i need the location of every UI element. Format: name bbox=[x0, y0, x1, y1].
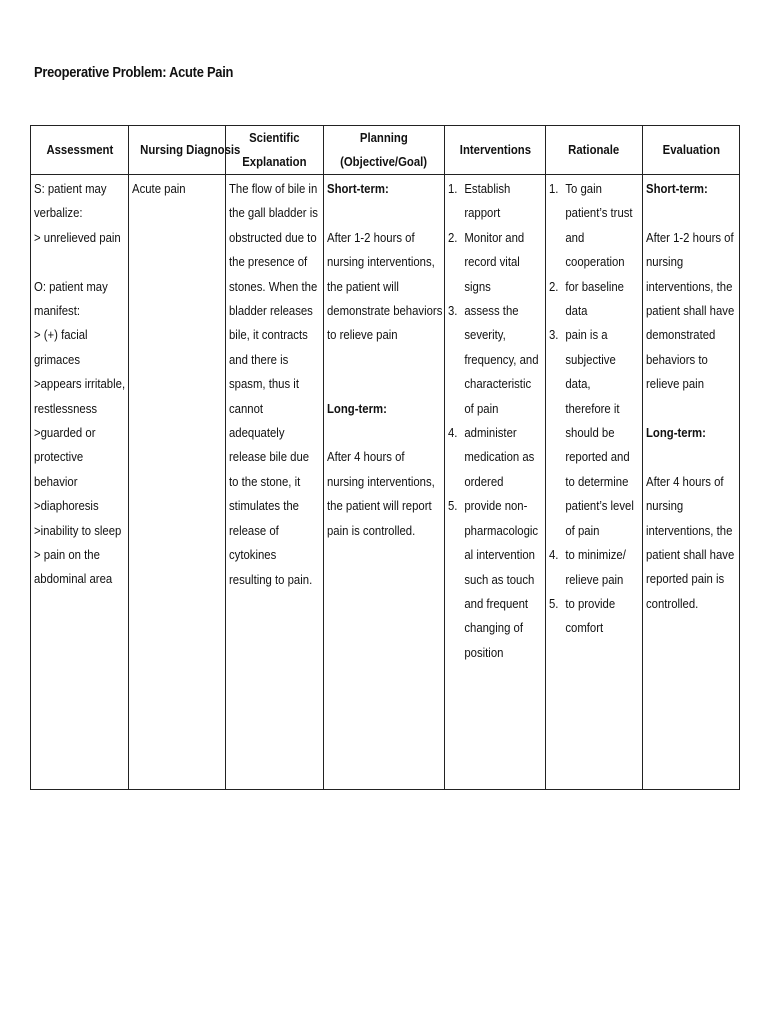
text-line: obstructed due to bbox=[229, 229, 317, 245]
text-line: pain is controlled. bbox=[327, 522, 416, 538]
text-line: the presence of bbox=[229, 254, 308, 270]
list-item-text bbox=[565, 592, 615, 641]
text-line: cytokines bbox=[229, 547, 277, 563]
table-row bbox=[31, 175, 740, 790]
list-number: 3. bbox=[549, 327, 559, 343]
list-number: 1. bbox=[549, 181, 559, 196]
text-line: O: patient may bbox=[34, 278, 108, 294]
care-plan-table bbox=[30, 125, 740, 790]
text-line: frequency, and bbox=[464, 351, 539, 367]
spacer bbox=[646, 201, 736, 225]
text-line: grimaces bbox=[34, 351, 81, 367]
list-number: 4. bbox=[549, 547, 559, 563]
text-line: ordered bbox=[464, 473, 504, 489]
text-line: cannot bbox=[229, 400, 264, 416]
diagnosis-text: Acute pain bbox=[132, 181, 186, 196]
text-line: administer bbox=[464, 425, 517, 441]
rationale-cell bbox=[546, 175, 643, 790]
text-line: restlessness bbox=[34, 400, 98, 416]
header-evaluation: Evaluation bbox=[643, 126, 740, 175]
text-line: After 4 hours of bbox=[327, 449, 405, 465]
text-line: adequately bbox=[229, 425, 285, 441]
diagnosis-cell bbox=[129, 175, 226, 790]
text-line: S: patient may bbox=[34, 181, 107, 196]
text-line: patient shall have bbox=[646, 547, 735, 563]
text-line: data, bbox=[565, 376, 591, 392]
header-row bbox=[31, 126, 740, 175]
term-label: Long-term: bbox=[646, 425, 706, 441]
text-line: such as touch bbox=[464, 571, 535, 587]
text-line: nursing bbox=[646, 498, 684, 514]
term-label: Short-term: bbox=[327, 181, 389, 196]
header-interventions: Interventions bbox=[445, 126, 546, 175]
text-line: of pain bbox=[464, 400, 499, 416]
text-line: severity, bbox=[464, 327, 506, 343]
text-line: should be bbox=[565, 425, 615, 441]
text-line: therefore it bbox=[565, 400, 620, 416]
text-line: subjective bbox=[565, 351, 616, 367]
text-line: patient shall have bbox=[646, 303, 735, 319]
text-line: behaviors to bbox=[646, 351, 708, 367]
list-item-text bbox=[565, 177, 632, 275]
text-line: the gall bladder is bbox=[229, 205, 318, 221]
text-line: release of bbox=[229, 522, 279, 538]
assessment-cell bbox=[31, 175, 129, 790]
text-line: patient’s trust bbox=[565, 205, 633, 221]
text-line: spasm, thus it bbox=[229, 376, 299, 392]
text-line: After 4 hours of bbox=[646, 473, 724, 489]
list-number: 2. bbox=[549, 278, 559, 294]
text-line: behavior bbox=[34, 473, 78, 489]
list-number: 5. bbox=[549, 595, 559, 611]
text-line: bladder releases bbox=[229, 303, 313, 319]
text-line: Monitor and bbox=[464, 229, 525, 245]
header-nursing-diagnosis: Nursing Diagnosis bbox=[129, 126, 226, 175]
text-line: nursing bbox=[646, 254, 684, 270]
text-line: signs bbox=[464, 278, 491, 294]
header-assessment: Assessment bbox=[31, 126, 129, 175]
spacer bbox=[34, 250, 125, 274]
text-line: and bbox=[565, 229, 585, 245]
list-item-text bbox=[464, 226, 524, 299]
text-line: Establish bbox=[464, 181, 511, 196]
text-line: pain is a bbox=[565, 327, 608, 343]
text-line: relieve pain bbox=[646, 376, 705, 392]
list-item bbox=[448, 299, 542, 421]
text-line: assess the bbox=[464, 303, 519, 319]
text-line: stones. When the bbox=[229, 278, 318, 294]
text-line: To gain bbox=[565, 181, 602, 196]
text-line: position bbox=[464, 644, 504, 660]
spacer bbox=[646, 445, 736, 469]
text-line: controlled. bbox=[646, 595, 699, 611]
list-item bbox=[549, 543, 639, 592]
text-line: > pain on the bbox=[34, 547, 100, 563]
text-line: characteristic bbox=[464, 376, 532, 392]
list-item bbox=[448, 177, 542, 226]
list-number: 5. bbox=[448, 498, 458, 514]
text-line: >diaphoresis bbox=[34, 498, 99, 514]
list-item-text bbox=[464, 299, 538, 421]
planning-cell bbox=[324, 175, 445, 790]
text-line: for baseline bbox=[565, 278, 624, 294]
text-line: data bbox=[565, 303, 588, 319]
spacer bbox=[327, 421, 441, 445]
list-item bbox=[448, 421, 542, 494]
text-line: The flow of bile in bbox=[229, 181, 318, 196]
text-line: nursing interventions, bbox=[327, 254, 435, 270]
spacer bbox=[327, 348, 441, 397]
spacer bbox=[646, 397, 736, 421]
list-item-text bbox=[565, 275, 624, 324]
text-line: relieve pain bbox=[565, 571, 624, 587]
text-line: patient’s level bbox=[565, 498, 634, 514]
text-line: interventions, the bbox=[646, 278, 733, 294]
list-item-text bbox=[464, 421, 534, 494]
text-line: protective bbox=[34, 449, 84, 465]
list-number: 1. bbox=[448, 181, 458, 196]
text-line: medication as bbox=[464, 449, 535, 465]
text-line: provide non- bbox=[464, 498, 528, 514]
list-item-text bbox=[565, 543, 626, 592]
text-line: comfort bbox=[565, 620, 604, 636]
list-item-text bbox=[464, 177, 510, 226]
list-item bbox=[549, 592, 639, 641]
text-line: verbalize: bbox=[34, 205, 83, 221]
text-line: demonstrate behaviors bbox=[327, 303, 443, 319]
text-line: reported and bbox=[565, 449, 630, 465]
text-line: al intervention bbox=[464, 547, 535, 563]
text-line: the patient will report bbox=[327, 498, 432, 514]
list-item bbox=[549, 323, 639, 543]
explanation-cell bbox=[226, 175, 324, 790]
list-item-text bbox=[464, 494, 538, 665]
term-label: Long-term: bbox=[327, 400, 387, 416]
text-line: resulting to pain. bbox=[229, 571, 313, 587]
list-item bbox=[448, 226, 542, 299]
list-number: 2. bbox=[448, 229, 458, 245]
text-line: abdominal area bbox=[34, 571, 113, 587]
text-line: reported pain is bbox=[646, 571, 725, 587]
text-line: and frequent bbox=[464, 595, 529, 611]
text-line: bile, it contracts bbox=[229, 327, 308, 343]
list-number: 4. bbox=[448, 425, 458, 441]
text-line: to the stone, it bbox=[229, 473, 301, 489]
text-line: stimulates the bbox=[229, 498, 299, 514]
list-number: 3. bbox=[448, 303, 458, 319]
text-line: record vital bbox=[464, 254, 520, 270]
list-item bbox=[448, 494, 542, 665]
spacer bbox=[327, 201, 441, 225]
text-line: >guarded or bbox=[34, 425, 96, 441]
text-line: rapport bbox=[464, 205, 501, 221]
text-line: to provide bbox=[565, 595, 616, 611]
text-line: interventions, the bbox=[646, 522, 733, 538]
list-item bbox=[549, 275, 639, 324]
evaluation-cell bbox=[643, 175, 740, 790]
text-line: and there is bbox=[229, 351, 289, 367]
text-line: nursing interventions, bbox=[327, 473, 435, 489]
text-line: manifest: bbox=[34, 303, 81, 319]
text-line: >inability to sleep bbox=[34, 522, 122, 538]
text-line: release bile due bbox=[229, 449, 310, 465]
text-line: the patient will bbox=[327, 278, 399, 294]
header-scientific-explanation: Scientific Explanation bbox=[226, 126, 324, 175]
term-label: Short-term: bbox=[646, 181, 708, 196]
text-line: pharmacologic bbox=[464, 522, 539, 538]
list-item-text bbox=[565, 323, 634, 543]
text-line: cooperation bbox=[565, 254, 625, 270]
text-line: to minimize/ bbox=[565, 547, 626, 563]
text-line: of pain bbox=[565, 522, 600, 538]
text-line: to relieve pain bbox=[327, 327, 398, 343]
text-line: > (+) facial bbox=[34, 327, 88, 343]
text-line: to determine bbox=[565, 473, 629, 489]
text-line: After 1-2 hours of bbox=[646, 229, 734, 245]
text-line: demonstrated bbox=[646, 327, 716, 343]
page-title: Preoperative Problem: Acute Pain bbox=[34, 64, 234, 81]
text-line: changing of bbox=[464, 620, 523, 636]
text-line: >appears irritable, bbox=[34, 376, 126, 392]
interventions-cell bbox=[445, 175, 546, 790]
text-line: After 1-2 hours of bbox=[327, 229, 415, 245]
text-line: > unrelieved pain bbox=[34, 229, 121, 245]
header-planning: Planning (Objective/Goal) bbox=[324, 126, 445, 175]
list-item bbox=[549, 177, 639, 275]
header-rationale: Rationale bbox=[546, 126, 643, 175]
